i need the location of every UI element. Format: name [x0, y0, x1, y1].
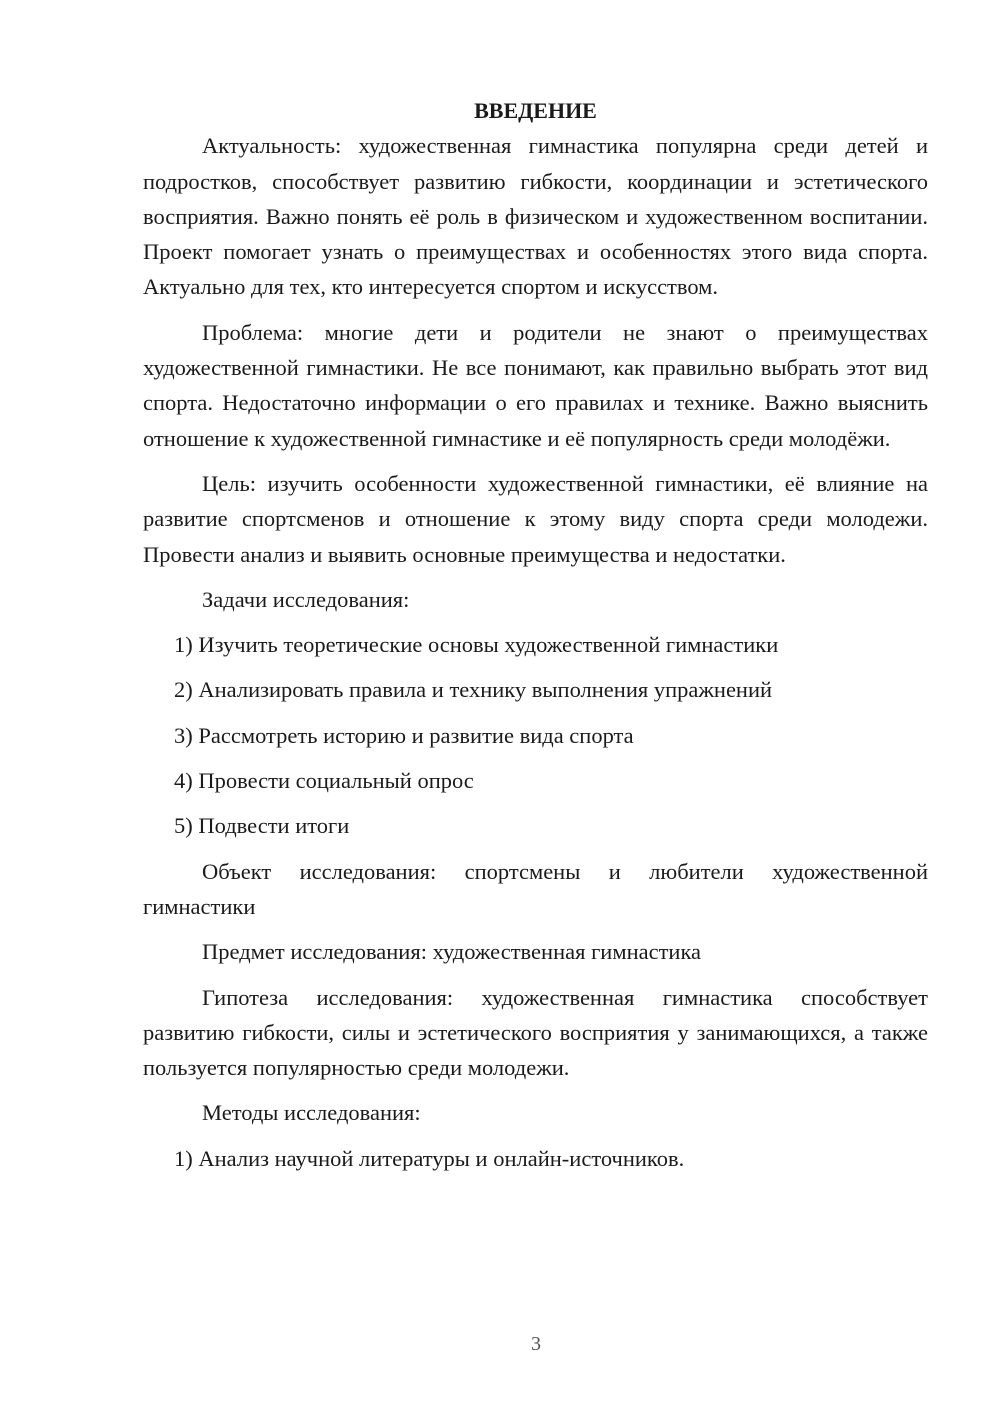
section-heading: ВВЕДЕНИЕ: [474, 98, 597, 123]
tasks-title: Задачи исследования:: [202, 586, 410, 612]
task-item: 1) Изучить теоретические основы художественной гимнастики: [174, 632, 779, 658]
page-number: 3: [531, 1333, 541, 1355]
relevance-paragraph: Актуальность: художественная гимнастика популярна среди детей и подростков, способствует развитию гибкости, координации и эстетического восприятия. Важно понять её роль в физическом и художественном воспитании. Проект помогает узнать о преимуществах и особенностях этого вида спорта. Актуально для тех, кто интересуется спортом и искусством.: [143, 133, 928, 300]
hypothesis-paragraph: Гипотеза исследования: художественная гимнастика способствует развитию гибкости, силы и эстетического восприятия у занимающихся, а также пользуется популярностью среди молодежи.: [143, 984, 928, 1081]
methods-title: Методы исследования:: [202, 1100, 421, 1126]
problem-paragraph: Проблема: многие дети и родители не знают о преимуществах художественной гимнастики. Не все понимают, как правильно выбрать этот вид спорта. Недостаточно информации о его правилах и технике. Важно выяснить отношение к художественной гимнастике и её популярность среди молодёжи.: [143, 319, 928, 451]
task-item: 4) Провести социальный опрос: [174, 768, 474, 794]
task-item: 3) Рассмотреть историю и развитие вида спорта: [174, 722, 634, 748]
page-content: [143, 93, 928, 1186]
subject-paragraph: Предмет исследования: художественная гимнастика: [202, 939, 702, 965]
goal-paragraph: Цель: изучить особенности художественной гимнастики, её влияние на развитие спортсменов и отношение к этому виду спорта среди молодежи. Провести анализ и выявить основные преимущества и недостатки.: [143, 470, 928, 567]
method-item: 1) Анализ научной литературы и онлайн-источников.: [174, 1145, 685, 1171]
task-item: 2) Анализировать правила и технику выполнения упражнений: [174, 677, 773, 703]
task-item: 5) Подвести итоги: [174, 813, 350, 839]
object-paragraph: Объект исследования: спортсмены и любители художественной гимнастики: [143, 858, 928, 919]
